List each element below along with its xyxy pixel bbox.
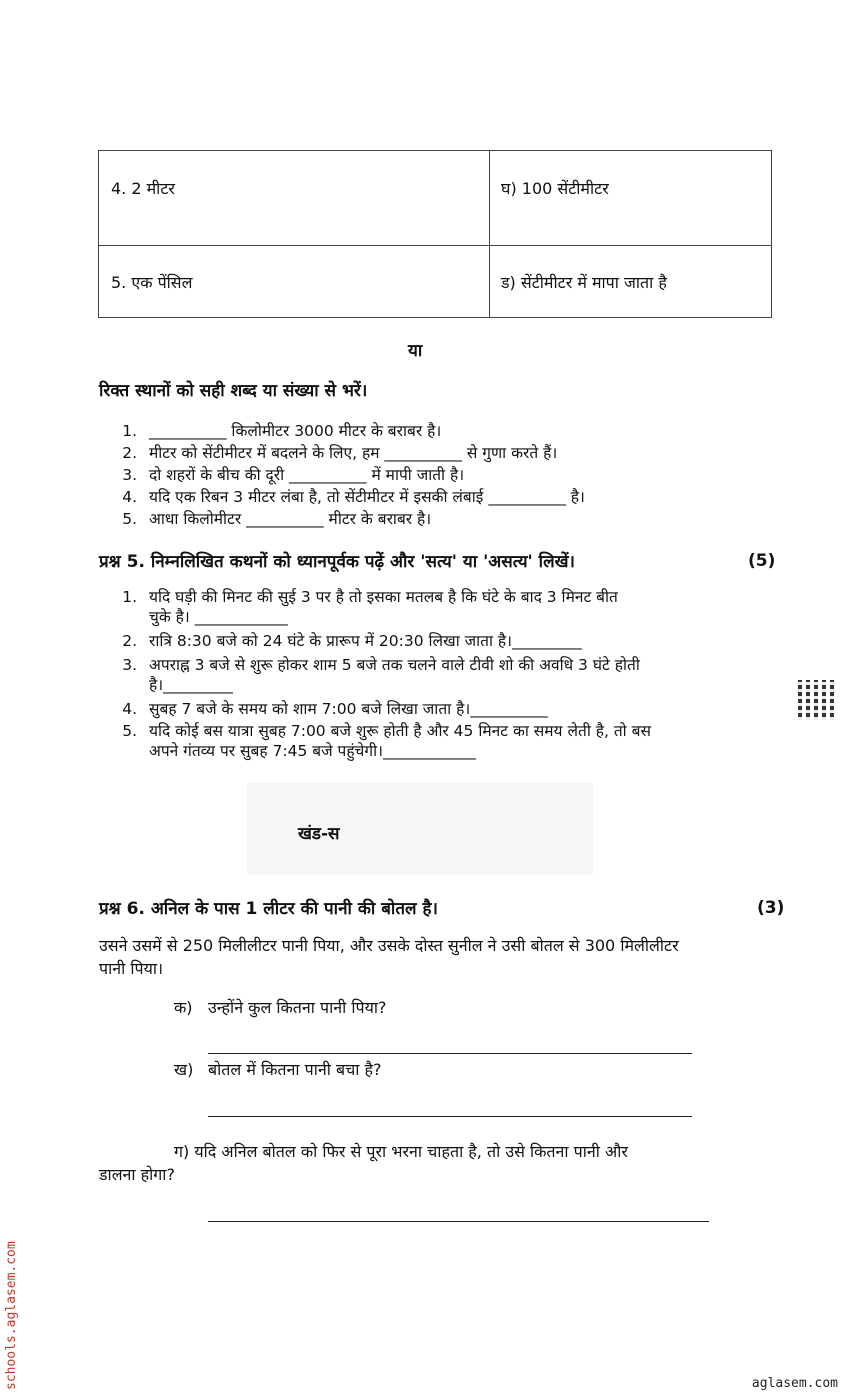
fill-blanks-list [117, 420, 777, 532]
q6-sub-b-text: बोतल में कितना पानी बचा है? [208, 1060, 382, 1079]
item-text: यदि एक रिबन 3 मीटर लंबा है, तो सेंटीमीटर में इसकी लंबाई __________ है। [149, 488, 585, 506]
list-item [117, 586, 777, 630]
item-number: 2. [122, 444, 137, 462]
item-number: 4. [122, 700, 137, 718]
q6-sub-b-label: ख) [174, 1060, 194, 1079]
footer-watermark: aglasem.com [751, 1376, 838, 1391]
list-item [117, 464, 777, 486]
list-item [117, 486, 777, 508]
item-text: सुबह 7 बजे के समय को शाम 7:00 बजे लिखा जाता है।__________ [149, 700, 548, 718]
q5-heading: प्रश्न 5. निम्नलिखित कथनों को ध्यानपूर्वक पढ़ें और 'सत्य' या 'असत्य' लिखें। [99, 552, 575, 572]
item-text: अपराह्न 3 बजे से शुरू होकर शाम 5 बजे तक चलने वाले टीवी शो की अवधि 3 घंटे होती [149, 656, 640, 674]
item-text-cont: है।_________ [149, 676, 233, 694]
q6-sub-c-line1: ग) यदि अनिल बोतल को फिर से पूरा भरना चाहता है, तो उसे कितना पानी और [174, 1142, 628, 1161]
item-number: 3. [122, 466, 137, 484]
item-number: 5. [122, 722, 137, 740]
item-number: 5. [122, 510, 137, 528]
q6-paragraph-line1: उसने उसमें से 250 मिलीलीटर पानी पिया, और उसके दोस्त सुनील ने उसी बोतल से 300 मिलीलीटर [99, 936, 679, 955]
q6-paragraph-line2: पानी पिया। [99, 959, 164, 978]
q5-marks: (5) [748, 551, 776, 571]
item-number: 3. [122, 656, 137, 674]
item-text: रात्रि 8:30 बजे को 24 घंटे के प्रारूप में 20:30 लिखा जाता है।_________ [149, 632, 582, 650]
list-item [117, 698, 777, 720]
answer-line-c[interactable] [208, 1221, 709, 1222]
list-item [117, 508, 777, 530]
qr-code-icon [798, 680, 838, 720]
answer-line-b[interactable] [208, 1116, 692, 1117]
or-separator: या [408, 341, 423, 361]
table-divider-horizontal [99, 245, 771, 246]
matching-table [98, 150, 772, 318]
item-text: दो शहरों के बीच की दूरी __________ में मापी जाती है। [149, 466, 465, 484]
item-number: 2. [122, 632, 137, 650]
q6-sub-a-text: उन्होंने कुल कितना पानी पिया? [208, 998, 387, 1017]
side-watermark: schools.aglasem.com [4, 1241, 19, 1390]
answer-line-a[interactable] [208, 1053, 692, 1054]
list-item [117, 420, 777, 442]
table-cell-left-2: 5. एक पेंसिल [111, 273, 193, 292]
q6-sub-c-line2: डालना होगा? [99, 1165, 175, 1184]
item-text: मीटर को सेंटीमीटर में बदलने के लिए, हम __________ से गुणा करते हैं। [149, 444, 558, 462]
list-item [117, 654, 777, 698]
q6-marks: (3) [757, 898, 785, 918]
section-title: खंड-स [298, 824, 340, 844]
item-text-cont: अपने गंतव्य पर सुबह 7:45 बजे पहुंचेगी।____________ [149, 742, 477, 760]
item-text: यदि घड़ी की मिनट की सुई 3 पर है तो इसका मतलब है कि घंटे के बाद 3 मिनट बीत [149, 588, 618, 606]
item-text: __________ किलोमीटर 3000 मीटर के बराबर है। [149, 422, 442, 440]
q6-heading: प्रश्न 6. अनिल के पास 1 लीटर की पानी की बोतल है। [99, 899, 438, 919]
list-item [117, 442, 777, 464]
item-text-cont: चुके है। ____________ [149, 608, 288, 626]
table-cell-left-1: 4. 2 मीटर [111, 179, 175, 198]
list-item [117, 720, 777, 764]
item-number: 1. [122, 588, 137, 606]
item-number: 1. [122, 422, 137, 440]
list-item [117, 630, 777, 652]
table-cell-right-1: घ) 100 सेंटीमीटर [501, 179, 609, 198]
table-cell-right-2: ड) सेंटीमीटर में मापा जाता है [501, 273, 667, 292]
item-number: 4. [122, 488, 137, 506]
item-text: यदि कोई बस यात्रा सुबह 7:00 बजे शुरू होती है और 45 मिनट का समय लेती है, तो बस [149, 722, 651, 740]
fill-blanks-heading: रिक्त स्थानों को सही शब्द या संख्या से भरें। [99, 381, 368, 401]
item-text: आधा किलोमीटर __________ मीटर के बराबर है। [149, 510, 432, 528]
table-divider-vertical [489, 151, 490, 317]
q5-list [117, 586, 777, 766]
q6-sub-a-label: क) [174, 998, 193, 1017]
